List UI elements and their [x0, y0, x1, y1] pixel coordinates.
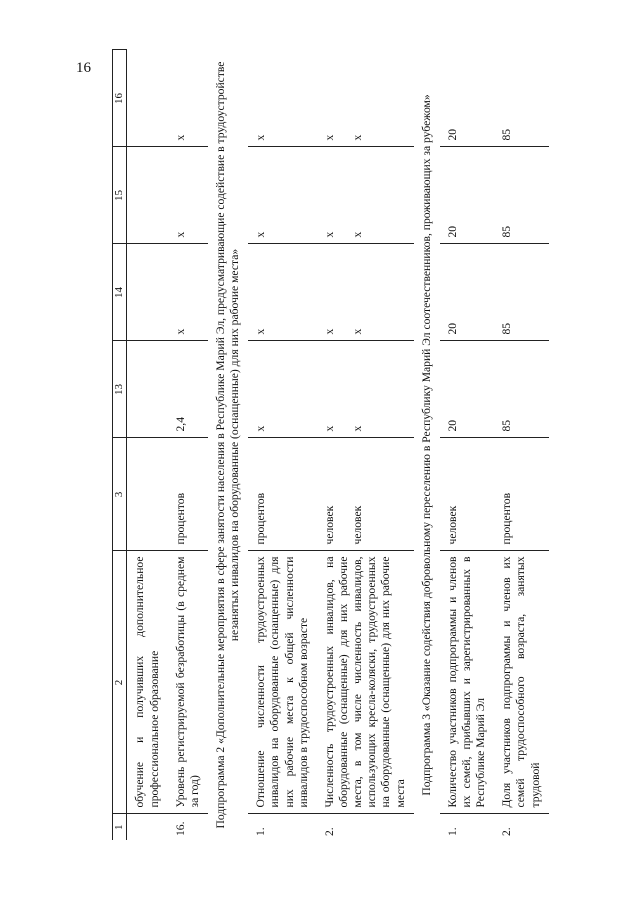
value-16-secondary: x: [350, 134, 364, 141]
value-16: x: [322, 134, 336, 141]
row-number: 16.: [173, 821, 187, 836]
value-14: x: [168, 244, 208, 341]
value-15: x: [322, 231, 336, 238]
table-row: [494, 50, 548, 840]
value-13: x: [248, 341, 317, 438]
value-16: x: [248, 50, 317, 147]
column-header: 1: [113, 814, 127, 840]
table-row: [168, 50, 208, 840]
value-14: 20: [440, 244, 494, 341]
value-15-secondary: x: [350, 231, 364, 238]
column-header: 14: [113, 244, 127, 341]
value-16: 85: [494, 50, 548, 147]
value-16: 20: [440, 50, 494, 147]
indicator-name: обучение и получивших дополнительное профессиональное образование: [127, 551, 168, 814]
row-number: 1.: [445, 827, 459, 836]
row-number: 2.: [322, 827, 336, 836]
value-14-secondary: x: [350, 328, 364, 335]
table-row: [248, 50, 317, 840]
column-header: 13: [113, 341, 127, 438]
unit: процентов: [248, 438, 317, 551]
table-row: [127, 50, 168, 840]
unit: процентов: [494, 438, 548, 551]
indicator-name: Доля участников подпрограммы и членов их семей трудоспособного возраста, занятых трудовой: [494, 551, 548, 814]
page-number: 16: [76, 60, 91, 76]
value-14: x: [248, 244, 317, 341]
value-13-secondary: x: [350, 425, 364, 432]
indicator-name: Уровень регистрируемой безработицы (в среднем за год): [168, 551, 208, 814]
value-15: x: [248, 147, 317, 244]
indicators-table: [112, 50, 549, 841]
unit-secondary: человек: [350, 505, 364, 545]
column-header: 15: [113, 147, 127, 244]
indicator-name: Количество участников подпрограммы и членов их семей, прибывших и зарегистрированных в Республике Марий Эл: [440, 551, 494, 814]
value-15: 85: [494, 147, 548, 244]
indicator-name: Численность трудоустроенных инвалидов, на оборудованные (оснащенные) для них рабочие места, в том числе численность инвалидов, использующих кресла-коляски, трудоустроенных на оборудованные (оснащенные) для них рабочие места: [317, 551, 414, 814]
subprogram-2-title: Подпрограмма 2 «Дополнительные мероприятия в сфере занятости населения в Республике Марий Эл, предусматривающие содействие в трудоустройстве незанятых инвалидов на оборудованные (оснащенные) для них рабочие места»: [213, 61, 242, 829]
row-number: 1.: [254, 827, 268, 836]
unit: процентов: [168, 438, 208, 551]
value-14: x: [322, 328, 336, 335]
indicator-name: Отношение численности трудоустроенных инвалидов на оборудованные (оснащенные) для них рабочие места к общей численности инвалидов в трудоспособном возрасте: [248, 551, 317, 814]
row-number: 2.: [500, 827, 514, 836]
column-header: 3: [113, 438, 127, 551]
column-header: 2: [113, 551, 127, 814]
unit: человек: [440, 438, 494, 551]
subprogram-heading: [414, 50, 440, 840]
value-13: x: [322, 425, 336, 432]
value-13: 85: [494, 341, 548, 438]
table-row: [440, 50, 494, 840]
subprogram-heading: [208, 50, 248, 840]
value-15: x: [168, 147, 208, 244]
value-13: 2,4: [168, 341, 208, 438]
value-13: 20: [440, 341, 494, 438]
column-header: 16: [113, 50, 127, 147]
column-number-header: [113, 50, 127, 840]
subprogram-3-title: Подпрограмма 3 «Оказание содействия добровольному переселению в Республику Марий Эл соотечественников, проживающих за рубежом»: [419, 94, 433, 796]
value-16: x: [168, 50, 208, 147]
table-row: [317, 50, 414, 840]
value-14: 85: [494, 244, 548, 341]
unit: человек: [322, 505, 336, 545]
value-15: 20: [440, 147, 494, 244]
